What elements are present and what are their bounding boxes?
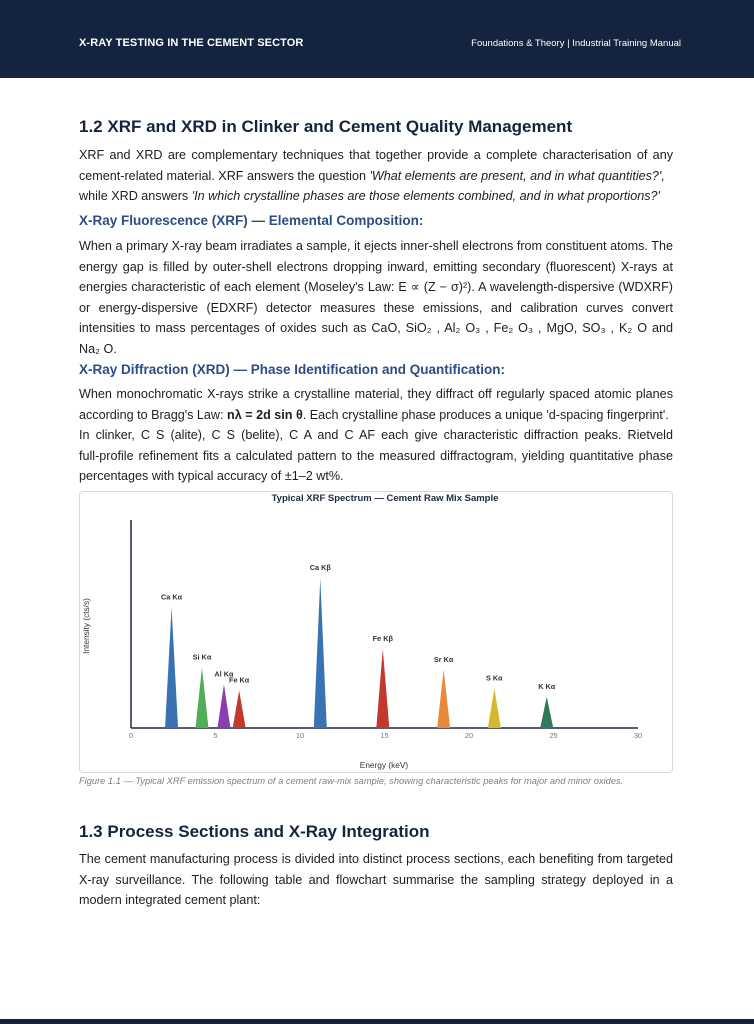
xrd-line: full-profile refinement fits a calculated pattern to the measured diffractogram, yielding quantitative phase xyxy=(79,448,673,463)
peak-label: K Kα xyxy=(538,681,556,691)
plot-area xyxy=(129,520,642,740)
spectrum-peak xyxy=(195,668,208,728)
x-tick-label: 25 xyxy=(549,731,558,740)
xrf-line: energy gap is filled by outer-shell electrons dropping inward, emitting secondary (fluorescent) X-rays at xyxy=(79,259,673,274)
x-tick-label: 30 xyxy=(633,731,643,740)
xrf-line: intensities to mass percentages of oxides such as CaO, SiO₂ , Al₂ O₃ , Fe₂ O₃ , MgO, SO₃ , K₂ O and xyxy=(79,321,673,335)
spectrum-peak xyxy=(217,684,230,728)
x-tick-label: 20 xyxy=(464,731,474,740)
xrd-line: When monochromatic X-rays strike a crystalline material, they diffract off regularly spaced atomic planes xyxy=(79,387,673,401)
peak-label: Ca Kβ xyxy=(309,563,331,573)
xrd-paragraph xyxy=(79,384,673,487)
process-line: The cement manufacturing process is divided into distinct process sections, each benefiting from targeted xyxy=(79,852,673,866)
xrd-question: 'In which crystalline phases are those elements combined, and in what proportions?' xyxy=(191,189,660,203)
x-tick-label: 10 xyxy=(295,731,305,740)
intro-line: while XRD answers 'In which crystalline phases are those elements combined, and in what proportions?' xyxy=(79,189,660,203)
xrd-line: according to Bragg's Law: nλ = 2d sin θ. Each crystalline phase produces a unique 'd-spacing fingerprint'. xyxy=(79,407,669,422)
section-heading-1-3: 1.3 Process Sections and X-Ray Integration xyxy=(79,822,430,841)
spectrum-peak xyxy=(488,688,501,728)
xrf-paragraph xyxy=(79,236,673,359)
xrd-line: percentages with typical accuracy of ±1–2 wt%. xyxy=(79,469,344,483)
spectrum-peak xyxy=(233,691,246,728)
spectrum-peak xyxy=(376,649,389,728)
braggs-law: nλ = 2d sin θ xyxy=(227,407,303,422)
process-line: X-ray surveillance. The following table and flowchart summarise the sampling strategy deployed in a xyxy=(79,872,673,887)
spectrum-peak xyxy=(540,697,553,728)
xrf-question: 'What elements are present, and in what quantities?', xyxy=(369,168,665,183)
spectrum-peak xyxy=(314,578,327,728)
intro-paragraph xyxy=(79,145,673,207)
peak-label: Fe Kα xyxy=(229,675,250,685)
section-heading-1-2: 1.2 XRF and XRD in Clinker and Cement Quality Management xyxy=(79,117,573,136)
xrf-line: or energy-dispersive (EDXRF) detector measures these emissions, and calibration curves convert xyxy=(79,300,673,315)
chart-title: Typical XRF Spectrum — Cement Raw Mix Sample xyxy=(271,493,499,504)
x-tick-label: 0 xyxy=(128,731,134,740)
document-subtitle: Foundations & Theory | Industrial Training Manual xyxy=(471,38,681,49)
xrd-heading: X-Ray Diffraction (XRD) — Phase Identification and Quantification: xyxy=(79,362,506,377)
peak-label: S Kα xyxy=(486,673,503,683)
peak-label: Si Kα xyxy=(192,652,212,662)
x-axis-label: Energy (keV) xyxy=(359,760,409,770)
peak-label: Fe Kβ xyxy=(372,633,393,643)
page-header xyxy=(0,0,754,78)
x-tick-label: 15 xyxy=(380,731,389,740)
spectrum-peak xyxy=(165,607,178,728)
chart-svg xyxy=(80,492,674,774)
peak-label: Ca Kα xyxy=(160,592,183,602)
process-line: modern integrated cement plant: xyxy=(79,893,261,907)
xrf-line: When a primary X-ray beam irradiates a sample, it ejects inner-shell electrons from constituent atoms. The xyxy=(79,239,673,253)
x-tick-label: 5 xyxy=(213,731,218,740)
xrf-line: Na₂ O. xyxy=(79,341,117,356)
process-paragraph xyxy=(79,849,673,911)
footer-rule xyxy=(0,1019,754,1024)
document-title: X-RAY TESTING IN THE CEMENT SECTOR xyxy=(79,37,304,49)
spectrum-peak xyxy=(437,670,450,728)
peak-label: Sr Kα xyxy=(433,654,454,664)
xrf-line: energies characteristic of each element (Moseley's Law: E ∝ (Z − σ)²). A wavelength-dispersive (WDXRF) xyxy=(79,280,673,294)
xrd-line: In clinker, C S (alite), C S (belite), C A and C AF each give characteristic diffraction peaks. Rietveld xyxy=(79,428,673,442)
xrf-heading: X-Ray Fluorescence (XRF) — Elemental Composition: xyxy=(79,213,424,228)
y-axis-label: Intensity (cts/s) xyxy=(81,598,91,654)
peak-label: Al Kα xyxy=(214,669,234,679)
xrf-spectrum-chart xyxy=(79,491,673,773)
intro-line: cement-related material. XRF answers the question 'What elements are present, and in what quantities?', xyxy=(79,168,665,183)
intro-line: XRF and XRD are complementary techniques that together provide a complete characterisation of any xyxy=(79,148,673,162)
figure-caption: Figure 1.1 — Typical XRF emission spectrum of a cement raw-mix sample, showing characteristic peaks for major and minor oxides. xyxy=(79,776,624,786)
